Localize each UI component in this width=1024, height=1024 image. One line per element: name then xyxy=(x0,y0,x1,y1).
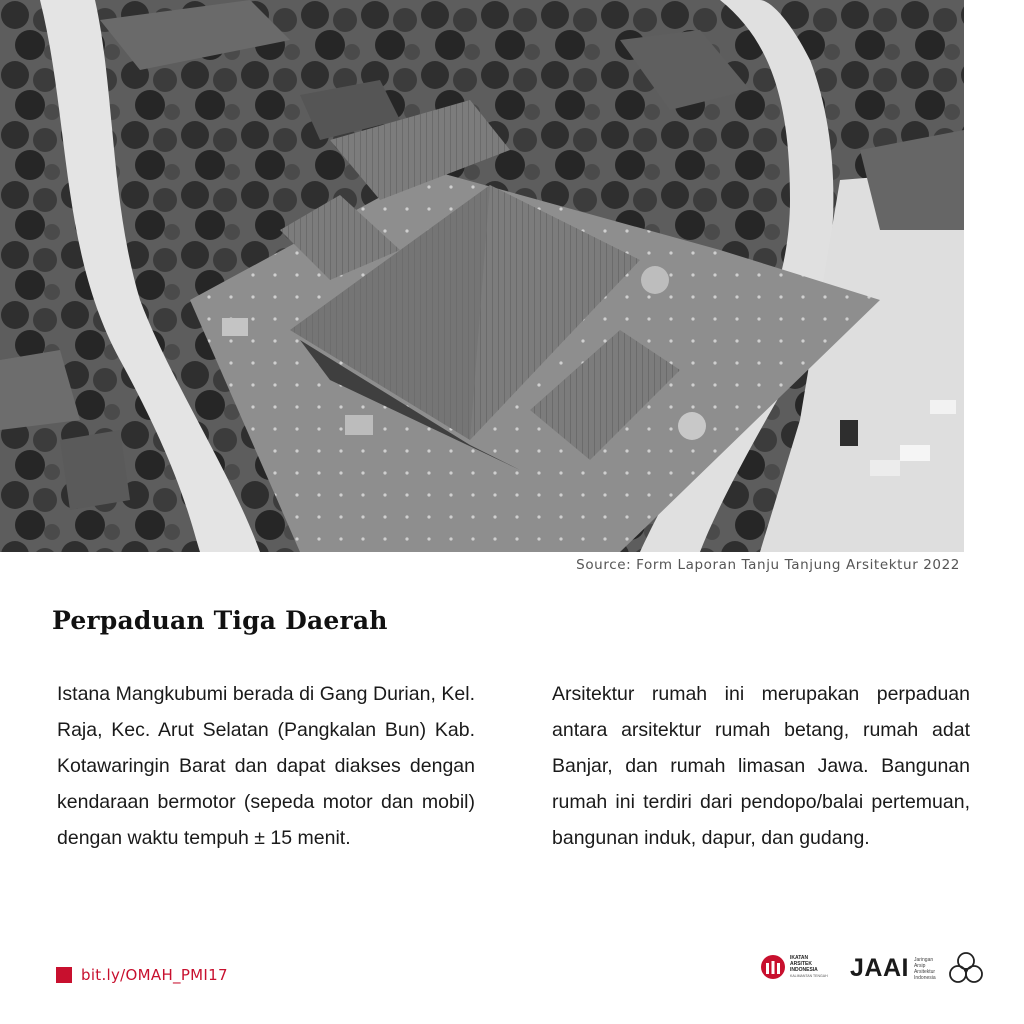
jaai-logo xyxy=(850,954,936,983)
footer-link-text[interactable]: bit.ly/OMAH_PMI17 xyxy=(81,966,228,984)
iai-line1: IKATAN xyxy=(790,955,809,961)
iai-line3: INDONESIA xyxy=(790,967,818,973)
paragraph-left: Istana Mangkubumi berada di Gang Durian, Kel. Raja, Kec. Arut Selatan (Pangkalan Bun) Kab. Kotawaringin Barat dan dapat diakses dengan kendaraan bermotor (sepeda motor dan mobil) dengan waktu tempuh ± 15 menit. xyxy=(57,683,475,849)
footer-link[interactable] xyxy=(56,966,228,984)
link-square-icon xyxy=(56,967,72,983)
triple-knot-icon xyxy=(946,948,986,988)
partner-logos xyxy=(760,946,990,994)
page-title: Perpaduan Tiga Daerah xyxy=(52,606,388,635)
jaai-sub4: Indonesia xyxy=(913,974,936,981)
iai-line4: KALIMANTAN TENGAH xyxy=(790,974,828,978)
paragraph-right: Arsitektur rumah ini merupakan perpaduan antara arsitektur rumah betang, rumah adat Banjar, dan rumah limasan Jawa. Bangunan rumah ini terdiri dari pendopo/balai pertemuan, bangunan induk, dapur, dan gudang. xyxy=(552,683,970,849)
jaai-sub1: Jaringan xyxy=(913,956,934,963)
iai-line2: ARSITEK xyxy=(790,961,812,967)
iai-emblem-icon xyxy=(760,954,786,980)
jaai-sub2: Arsip xyxy=(913,962,926,969)
jaai-sub3: Arsitektur xyxy=(913,968,936,975)
photo-source-caption: Source: Form Laporan Tanju Tanjung Arsitektur 2022 xyxy=(576,557,960,573)
iai-logo xyxy=(760,954,828,980)
jaai-word: JAAI xyxy=(850,954,909,982)
